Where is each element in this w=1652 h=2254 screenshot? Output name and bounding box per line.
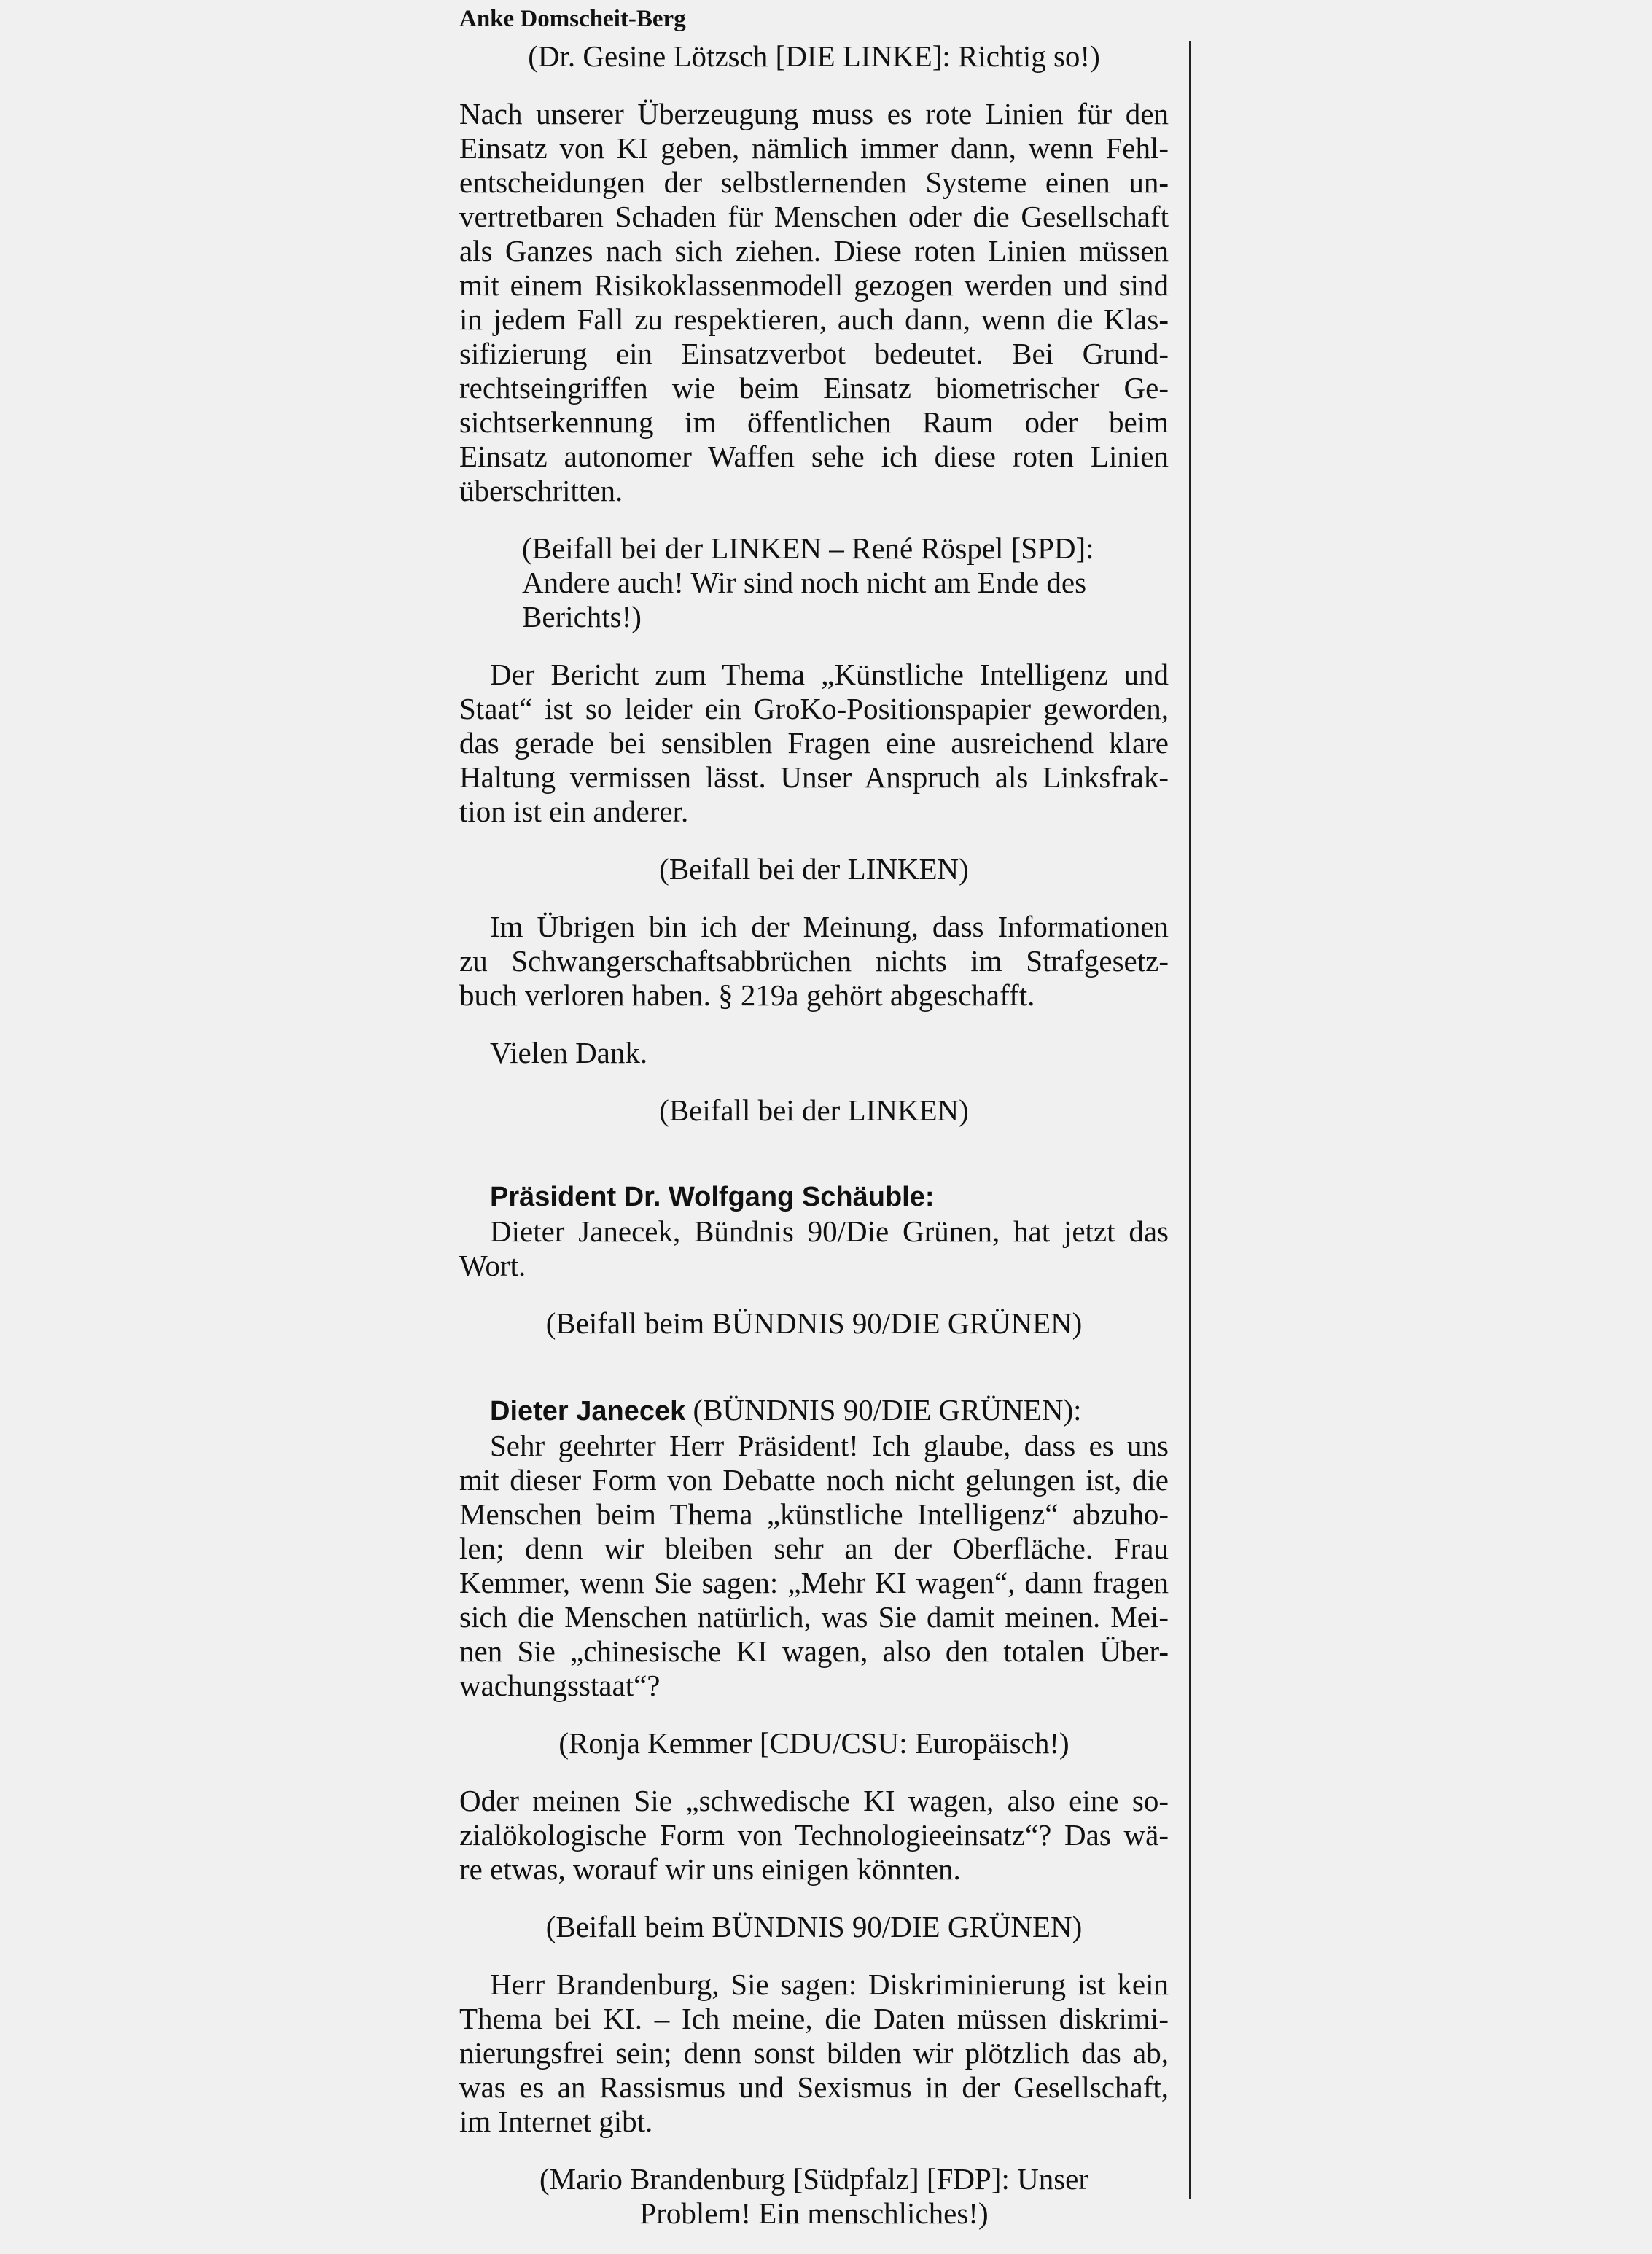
text-line: (Beifall beim BÜNDNIS 90/DIE GRÜNEN) [545,1306,1083,1340]
text-line: als Ganzes nach sich ziehen. Diese roten Linien müssen [459,234,1169,268]
interjection [459,1910,1169,1944]
text-line: Staat“ ist so leider ein GroKo-Positionspapier geworden, [459,692,1169,725]
text-line: Im Übrigen bin ich der Meinung, dass Informationen [490,910,1169,943]
paragraph [459,1968,1169,2139]
text-line: entscheidungen der selbstlernenden Systeme einen un- [459,165,1169,199]
text-line: Problem! Ein menschliches!) [639,2196,989,2230]
text-line: (Dr. Gesine Lötzsch [DIE LINKE]: Richtig so!) [528,39,1100,73]
text-line: vertretbaren Schaden für Menschen oder die Gesellschaft [459,200,1169,233]
interjection [522,531,1169,634]
text-line: in jedem Fall zu respektieren, auch dann, wenn die Klas- [459,303,1169,336]
interjection [459,39,1169,74]
text-line: wachungsstaat“? [459,1669,661,1702]
text-line: was es an Rassismus und Sexismus in der Gesellschaft, [459,2070,1169,2104]
interjection [459,1093,1169,1128]
text-line: Haltung vermissen lässt. Unser Anspruch als Linksfrak- [459,760,1169,794]
text-line: nierungsfrei sein; denn sonst bilden wir plötzlich das ab, [459,2036,1169,2070]
paragraph [459,658,1169,829]
paragraph [459,97,1169,508]
text-line: (Mario Brandenburg [Südpfalz] [FDP]: Unser [539,2162,1089,2196]
text-line: Einsatz autonomer Waffen sehe ich diese roten Linien [459,440,1169,473]
speaker-party: (BÜNDNIS 90/DIE GRÜNEN): [685,1393,1082,1427]
text-line: (Ronja Kemmer [CDU/CSU: Europäisch!) [558,1726,1069,1760]
text-column [459,39,1169,2254]
text-line: mit dieser Form von Debatte noch nicht gelungen ist, die [459,1463,1169,1497]
column-rule [1189,41,1191,2199]
speaker-name: Präsident Dr. Wolfgang Schäuble: [490,1182,935,1212]
text-line: Andere auch! Wir sind noch nicht am Ende des [522,566,1087,599]
text-line: len; denn wir bleiben sehr an der Oberfläche. Frau [459,1532,1169,1565]
text-line: Thema bei KI. – Ich meine, die Daten müssen diskrimi- [459,2002,1169,2035]
speaker-heading [490,1393,1169,1429]
text-line: Sehr geehrter Herr Präsident! Ich glaube, dass es uns [490,1429,1169,1462]
text-line: buch verloren haben. § 219a gehört abgeschafft. [459,978,1035,1012]
text-line: Nach unserer Überzeugung muss es rote Linien für den [459,97,1169,130]
text-line: re etwas, worauf wir uns einigen könnten. [459,1852,961,1886]
text-line: (Beifall bei der LINKEN) [659,852,969,886]
paragraph [459,1429,1169,1703]
text-line: Berichts!) [522,600,642,633]
text-line: sifizierung ein Einsatzverbot bedeutet. Bei Grund- [459,337,1169,370]
text-line: rechtseingriffen wie beim Einsatz biometrischer Ge- [459,371,1169,405]
paragraph [459,1036,1169,1070]
text-line: Einsatz von KI geben, nämlich immer dann, wenn Fehl- [459,131,1169,165]
paragraph [459,1784,1169,1887]
text-line: (Beifall bei der LINKEN – René Röspel [SPD]: [522,531,1094,565]
text-line: sichtserkennung im öffentlichen Raum oder beim [459,405,1169,439]
text-line: zialökologische Form von Technologieeinsatz“? Das wä- [459,1818,1169,1852]
interjection [459,1726,1169,1760]
page-header-author: Anke Domscheit-Berg [459,6,686,32]
text-line: Menschen beim Thema „künstliche Intelligenz“ abzuho- [459,1497,1169,1531]
text-line: Herr Brandenburg, Sie sagen: Diskriminierung ist kein [490,1968,1169,2001]
text-line: nen Sie „chinesische KI wagen, also den totalen Über- [459,1634,1169,1668]
text-line: Kemmer, wenn Sie sagen: „Mehr KI wagen“, dann fragen [459,1566,1169,1599]
text-line: (Beifall beim BÜNDNIS 90/DIE GRÜNEN) [545,1910,1083,1943]
text-line: zu Schwangerschaftsabbrüchen nichts im Strafgesetz- [459,944,1169,978]
speaker-name: Dieter Janecek [490,1396,686,1427]
interjection [459,1306,1169,1341]
text-line: sich die Menschen natürlich, was Sie damit meinen. Mei- [459,1600,1169,1634]
paragraph [459,910,1169,1013]
text-line: überschritten. [459,474,623,507]
text-line: Oder meinen Sie „schwedische KI wagen, also eine so- [459,1784,1169,1817]
text-line: (Beifall bei der LINKEN) [659,1093,969,1127]
text-line: mit einem Risikoklassenmodell gezogen werden und sind [459,268,1169,302]
text-line: Wort. [459,1249,526,1282]
interjection [459,852,1169,886]
text-line: das gerade bei sensiblen Fragen eine ausreichend klare [459,726,1169,760]
interjection [459,2162,1169,2231]
text-line: Dieter Janecek, Bündnis 90/Die Grünen, hat jetzt das [490,1214,1169,1248]
speaker-heading [490,1180,1169,1214]
paragraph [459,1214,1169,1283]
text-line: tion ist ein anderer. [459,795,689,828]
text-line: im Internet gibt. [459,2105,653,2138]
text-line: Der Bericht zum Thema „Künstliche Intelligenz und [490,658,1169,691]
text-line: Vielen Dank. [490,1036,648,1069]
